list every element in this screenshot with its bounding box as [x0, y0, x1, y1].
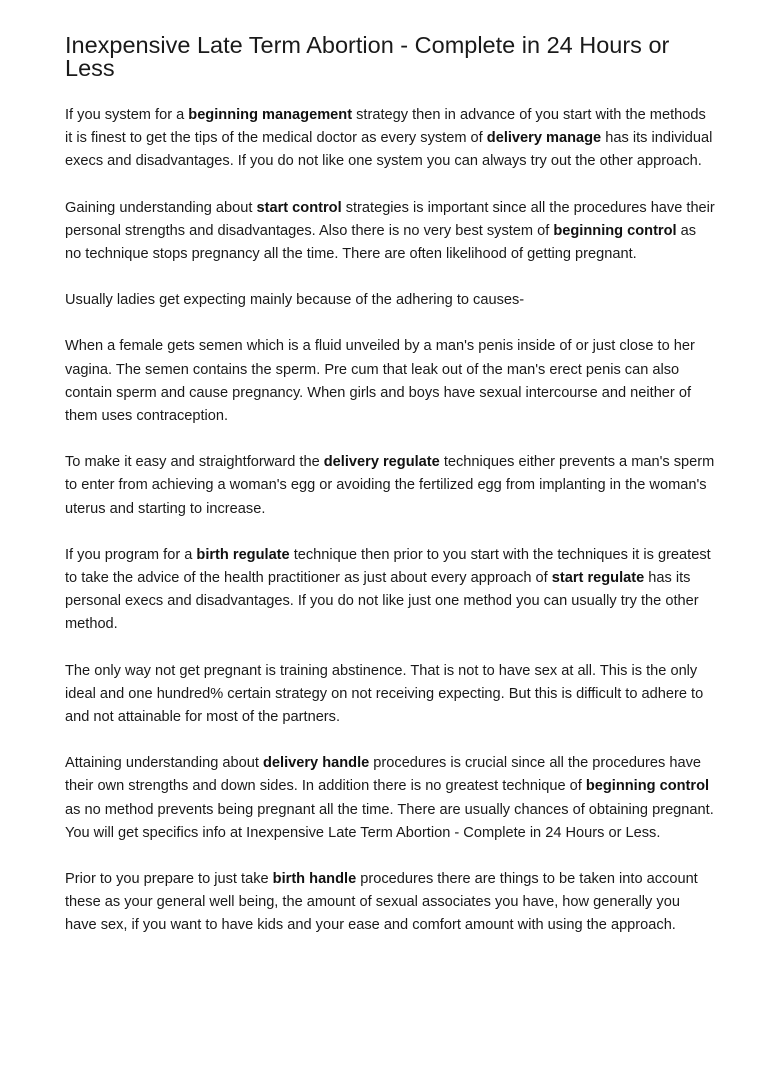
- text-run: If you program for a: [65, 546, 197, 563]
- text-run: Attaining understanding about: [65, 755, 263, 772]
- text-run: as no method prevents being pregnant all the time. There are usually chances of obtaining pregnant. You will get specifics info at Inexpensive Late Term Abortion - Complete in 24 Hours or Less.: [65, 801, 714, 841]
- text-run: technique then prior to you start with the techniques it is greatest to take the advice of the health practitioner as just about every approach of: [65, 546, 711, 587]
- paragraph: [65, 544, 715, 637]
- bold-keyword: birth handle: [272, 871, 357, 888]
- text-run: strategies is important since all the procedures have their personal strengths and disadvantages. Also there is no very best system of: [65, 199, 715, 239]
- text-run: strategy then in advance of you start with the methods it is finest to get the tips of the medical doctor as every system of: [65, 107, 706, 147]
- text-run: When a female gets semen which is a fluid unveiled by a man's penis inside of or just close to her vagina. The semen contains the sperm. Pre cum that leak out of the man's erect penis can also contain sperm and cause pregnancy. When girls and boys have sexual intercourse and neither of them uses contraception.: [65, 338, 695, 425]
- text-run: Usually ladies get expecting mainly because of the adhering to causes-: [65, 292, 525, 309]
- text-run: as no technique stops pregnancy all the time. There are often likelihood of getting pregnant.: [65, 222, 697, 263]
- paragraph: [65, 451, 715, 521]
- text-run: has its personal execs and disadvantages. If you do not like just one method you can usually try the other method.: [65, 570, 699, 633]
- text-run: Prior to you prepare to just take: [65, 871, 273, 888]
- paragraph: [65, 104, 715, 174]
- paragraph: [65, 868, 715, 938]
- bold-keyword: beginning control: [553, 222, 677, 239]
- text-run: The only way not get pregnant is training abstinence. That is not to have sex at all. This is the only ideal and one hundred% certain strategy on not receiving expecting. But this is difficult to adhere to and not attainable for most of the partners.: [65, 662, 704, 726]
- paragraph: [65, 660, 715, 730]
- bold-keyword: birth regulate: [196, 546, 290, 563]
- bold-keyword: delivery regulate: [323, 454, 440, 471]
- text-run: If you system for a: [65, 107, 189, 123]
- document-page: [65, 34, 715, 961]
- text-run: To make it easy and straightforward the: [65, 454, 324, 471]
- bold-keyword: beginning management: [188, 107, 353, 123]
- document-body: [65, 104, 715, 938]
- paragraph: [65, 289, 715, 312]
- bold-keyword: delivery handle: [262, 755, 370, 772]
- bold-keyword: delivery manage: [486, 130, 602, 147]
- text-run: has its individual execs and disadvantages. If you do not like one system you can always try out the other approach.: [65, 130, 713, 170]
- bold-keyword: start control: [256, 199, 342, 216]
- text-run: Gaining understanding about: [65, 199, 257, 216]
- text-run: techniques either prevents a man's sperm to enter from achieving a woman's egg or avoiding the fertilized egg from implanting in the woman's uterus and starting to increase.: [65, 454, 715, 517]
- bold-keyword: start regulate: [551, 570, 645, 587]
- text-run: procedures is crucial since all the procedures have their own strengths and down sides. In addition there is no greatest technique of: [65, 755, 702, 795]
- paragraph: [65, 335, 715, 428]
- paragraph: [65, 752, 715, 845]
- bold-keyword: beginning control: [585, 778, 710, 795]
- text-run: procedures there are things to be taken into account these as your general well being, the amount of sexual associates you have, how generally you have sex, if you want to have kids and your ease and comfort amount with using the approach.: [65, 871, 698, 934]
- document-title: Inexpensive Late Term Abortion - Complete in 24 Hours or Less: [65, 32, 670, 81]
- paragraph: [65, 197, 715, 267]
